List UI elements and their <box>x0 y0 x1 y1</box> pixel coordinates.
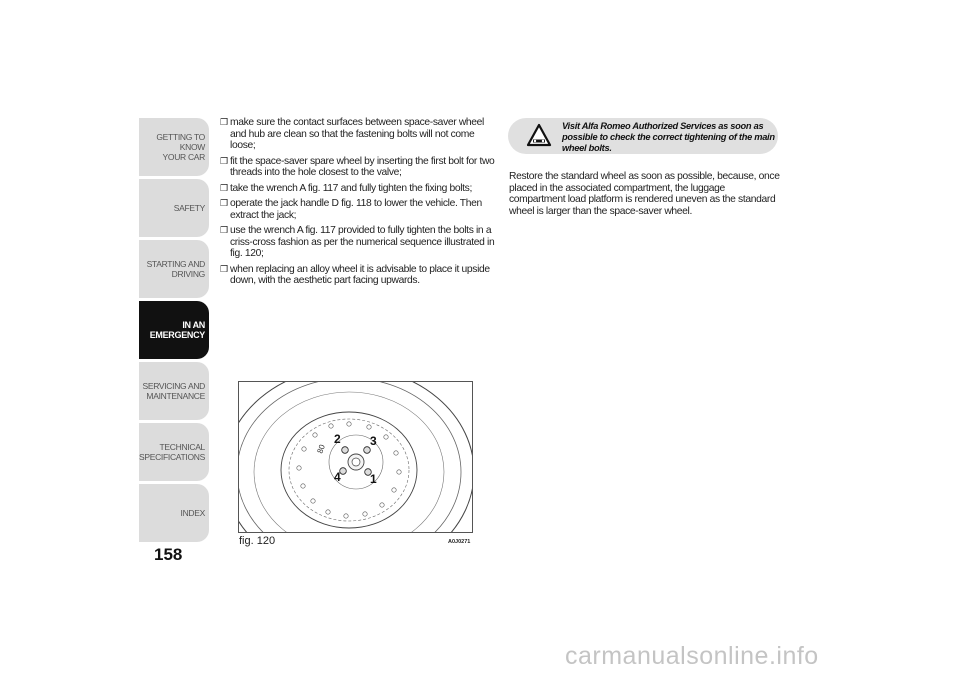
tab-in-an-emergency[interactable]: IN AN EMERGENCY <box>139 301 209 359</box>
warning-callout <box>508 118 778 154</box>
checkbox-bullet-icon: ❒ <box>220 182 228 193</box>
step-item <box>220 225 495 260</box>
checkbox-bullet-icon: ❒ <box>220 117 228 127</box>
bolt-number-4: 4 <box>334 470 341 484</box>
figure-code: A0J0271 <box>448 539 471 545</box>
tab-index[interactable]: INDEX <box>139 484 209 542</box>
step-text: use the wrench A fig. 117 provided to fully tighten the bolts in a criss-cross fashion as per the numerical sequence illustrated in fig. 120; <box>230 225 495 259</box>
step-text: when replacing an alloy wheel it is advisable to place it upside down, with the aesthetic part facing upwards. <box>230 263 490 286</box>
step-item <box>220 117 495 152</box>
restore-wheel-paragraph: Restore the standard wheel as soon as possible, because, once placed in the associated compartment, the luggage compartment load platform is rendered uneven as the standard wheel is larger than the space-saver wheel. <box>509 171 780 217</box>
step-item <box>220 156 495 179</box>
checkbox-bullet-icon: ❒ <box>220 263 228 274</box>
step-item <box>220 264 495 287</box>
step-text: fit the space-saver spare wheel by inserting the first bolt for two threads into the hole closest to the valve; <box>230 155 495 178</box>
step-item <box>220 183 495 195</box>
tab-getting-to-know-your-car[interactable]: GETTING TO KNOW YOUR CAR <box>139 118 209 176</box>
tab-technical-specifications[interactable]: TECHNICAL SPECIFICATIONS <box>139 423 209 481</box>
step-text: take the wrench A fig. 117 and fully tighten the fixing bolts; <box>230 182 472 194</box>
step-text: operate the jack handle D fig. 118 to lower the vehicle. Then extract the jack; <box>230 198 482 221</box>
checkbox-bullet-icon: ❒ <box>220 198 228 208</box>
bolt-number-3: 3 <box>370 434 377 448</box>
step-text: make sure the contact surfaces between space-saver wheel and hub are clean so that the fastening bolts will not come loose; <box>230 117 484 151</box>
tab-safety[interactable]: SAFETY <box>139 179 209 237</box>
wheel-size-marking: 80 <box>315 443 327 455</box>
figure-caption: fig. 120 <box>239 535 276 547</box>
site-watermark: carmanualsonline.info <box>565 642 819 670</box>
tab-servicing-and-maintenance[interactable]: SERVICING AND MAINTENANCE <box>139 362 209 420</box>
wheel-bolt-figure <box>238 381 473 533</box>
warning-text: Visit Alfa Romeo Authorized Services as soon as possible to check the correct tightening of the main wheel bolts. <box>562 121 775 153</box>
checkbox-bullet-icon: ❒ <box>220 225 228 235</box>
tab-starting-and-driving[interactable]: STARTING AND DRIVING <box>139 240 209 298</box>
warning-triangle-icon <box>526 123 552 147</box>
step-item <box>220 198 495 221</box>
bolt-number-2: 2 <box>334 432 341 446</box>
procedure-steps <box>220 117 495 291</box>
page-number: 158 <box>154 545 183 564</box>
bolt-number-1: 1 <box>370 472 377 486</box>
wheel-illustration <box>239 382 473 533</box>
checkbox-bullet-icon: ❒ <box>220 155 228 166</box>
